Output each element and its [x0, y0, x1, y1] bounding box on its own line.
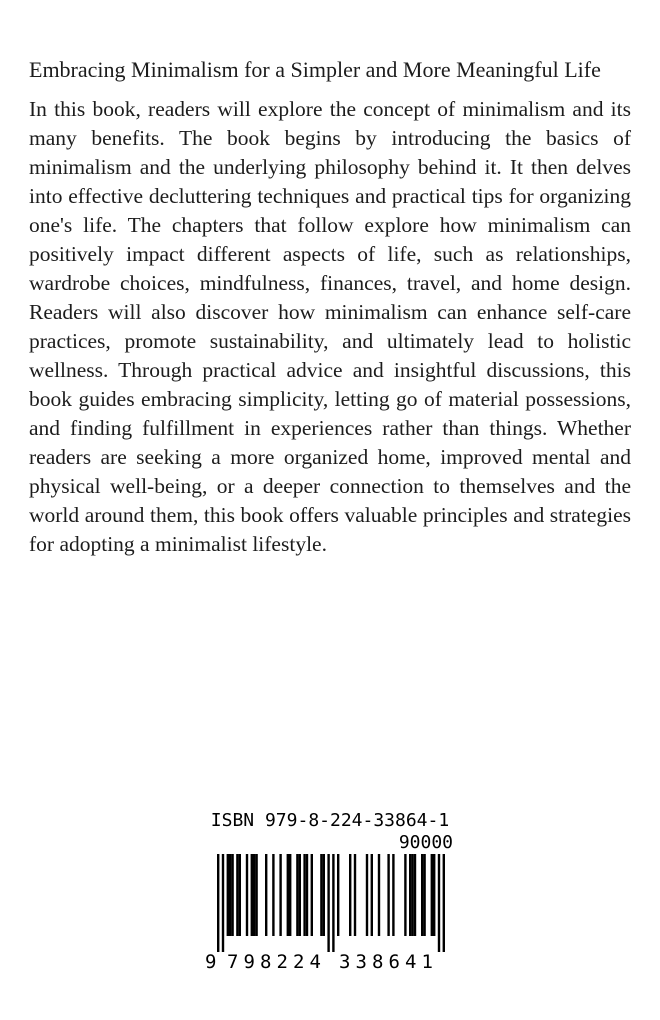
svg-text:9: 9	[205, 951, 217, 972]
isbn-label: ISBN 979-8-224-33864-1	[210, 810, 450, 831]
barcode-block	[205, 810, 455, 972]
svg-text:798224: 798224	[227, 951, 321, 972]
svg-text:338641: 338641	[339, 951, 433, 972]
barcode-price-code: 90000	[398, 832, 453, 853]
book-description: In this book, readers will explore the concept of minimalism and its many benefits. The book begins by introducing the basics of minimalism and the underlying philosophy behind it. It then delves into effective decluttering techniques and practical tips for organizing one's life. The chapters that follow explore how minimalism can positively impact different aspects of life, such as relationships, wardrobe choices, mindfulness, finances, travel, and home design. Readers will also discover how minimalism can enhance self-care practices, promote sustainability, and ultimately lead to holistic wellness. Through practical advice and insightful discussions, this book guides embracing simplicity, letting go of material possessions, and finding fulfillment in experiences rather than things. Whether readers are seeking a more organized home, improved mental and physical well-being, or a deeper connection to themselves and the world around them, this book offers valuable principles and strategies for adopting a minimalist lifestyle.	[29, 97, 631, 556]
book-title: Embracing Minimalism for a Simpler and More Meaningful Life	[29, 57, 601, 82]
ean13-barcode-image	[205, 854, 455, 972]
